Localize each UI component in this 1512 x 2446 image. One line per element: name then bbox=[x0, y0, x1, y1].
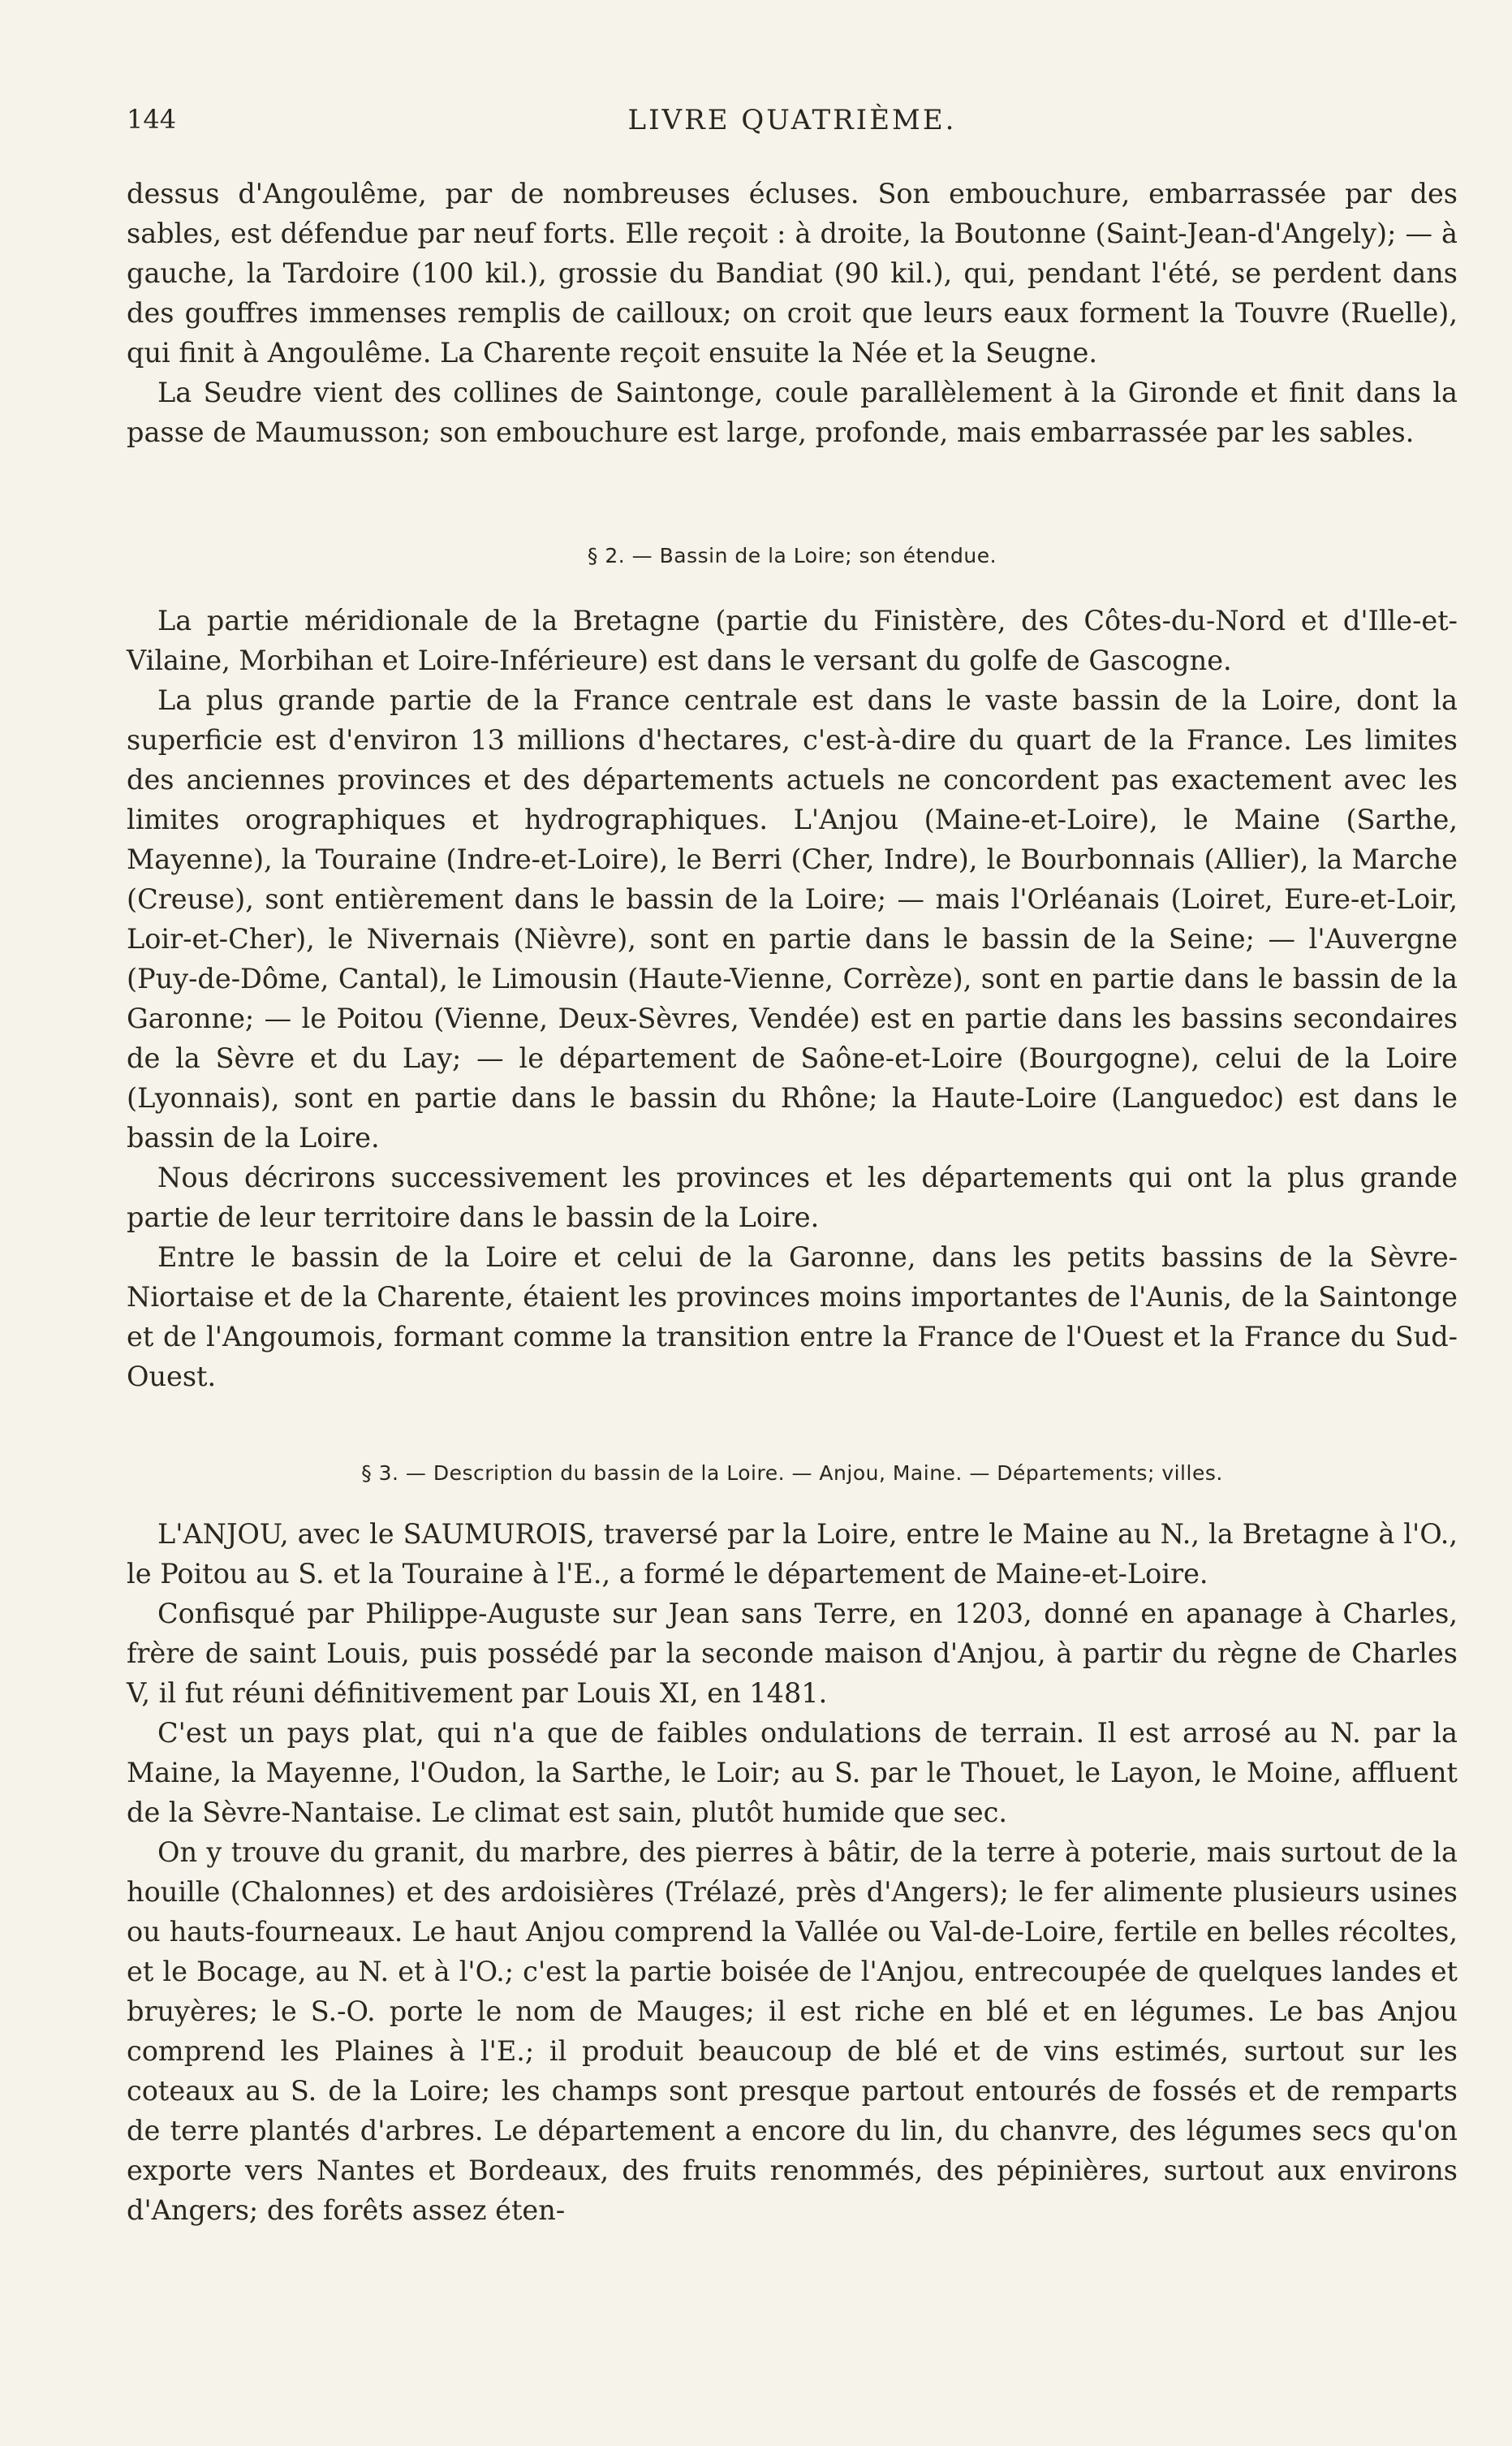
text-paragraph: Nous décrirons successivement les provinces et les départements qui ont la plus grande partie de leur territoire dans le bassin de la Loire. bbox=[127, 1162, 1458, 1233]
body-text-continuation bbox=[127, 174, 1458, 452]
text-paragraph: On y trouve du granit, du marbre, des pierres à bâtir, de la terre à poterie, mais surtout de la houille (Chalonnes) et des ardoisières (Trélazé, près d'Angers); le fer alimente plusieurs usines ou hauts-fourneaux. Le haut Anjou comprend la Vallée ou Val-de-Loire, fertile en belles récoltes, et le Bocage, au N. et à l'O.; c'est la partie boisée de l'Anjou, entrecoupée de quelques landes et bruyères; le S.-O. porte le nom de Mauges; il est riche en blé et en légumes. Le bas Anjou comprend les Plaines à l'E.; il produit beaucoup de blé et de vins estimés, surtout sur les coteaux au S. de la Loire; les champs sont presque partout entourés de fossés et de remparts de terre plantés d'arbres. Le département a encore du lin, du chanvre, des légumes secs qu'on exporte vers Nantes et Bordeaux, des fruits renommés, des pépinières, surtout aux environs d'Angers; des forêts assez éten- bbox=[127, 1836, 1458, 2226]
text-paragraph: dessus d'Angoulême, par de nombreuses écluses. Son embouchure, embarrassée par des sables, est défendue par neuf forts. Elle reçoit : à droite, la Boutonne (Saint-Jean-d'Angely); — à gauche, la Tardoire (100 kil.), grossie du Bandiat (90 kil.), qui, pendant l'été, se perdent dans des gouffres immenses remplis de cailloux; on croit que leurs eaux forment la Touvre (Ruelle), qui finit à Angoulême. La Charente reçoit ensuite la Née et la Seugne. bbox=[127, 178, 1458, 369]
section-2-text bbox=[127, 601, 1458, 1396]
text-paragraph: L'ANJOU, avec le SAUMUROIS, traversé par la Loire, entre le Maine au N., la Bretagne à l'O., le Poitou au S. et la Touraine à l'E., a formé le département de Maine-et-Loire. bbox=[127, 1518, 1458, 1590]
text-paragraph: La partie méridionale de la Bretagne (partie du Finistère, des Côtes-du-Nord et d'Ille-et-Vilaine, Morbihan et Loire-Inférieure) est dans le versant du golfe de Gascogne. bbox=[127, 605, 1458, 676]
section-3-text bbox=[127, 1514, 1458, 2230]
text-paragraph: Confisqué par Philippe-Auguste sur Jean sans Terre, en 1203, donné en apanage à Charles, frère de saint Louis, puis possédé par la seconde maison d'Anjou, à partir du règne de Charles V, il fut réuni définitivement par Louis XI, en 1481. bbox=[127, 1598, 1458, 1709]
text-paragraph: C'est un pays plat, qui n'a que de faibles ondulations de terrain. Il est arrosé au N. par la Maine, la Mayenne, l'Oudon, la Sarthe, le Loir; au S. par le Thouet, le Layon, le Moine, affluent de la Sèvre-Nantaise. Le climat est sain, plutôt humide que sec. bbox=[127, 1717, 1458, 1828]
text-paragraph: La plus grande partie de la France centrale est dans le vaste bassin de la Loire, dont la superficie est d'environ 13 millions d'hectares, c'est-à-dire du quart de la France. Les limites des anciennes provinces et des départements actuels ne concordent pas exactement avec les limites orographiques et hydrographiques. L'Anjou (Maine-et-Loire), le Maine (Sarthe, Mayenne), la Touraine (Indre-et-Loire), le Berri (Cher, Indre), le Bourbonnais (Allier), la Marche (Creuse), sont entièrement dans le bassin de la Loire; — mais l'Orléanais (Loiret, Eure-et-Loir, Loir-et-Cher), le Nivernais (Nièvre), sont en partie dans le bassin de la Seine; — l'Auvergne (Puy-de-Dôme, Cantal), le Limousin (Haute-Vienne, Corrèze), sont en partie dans le bassin de la Garonne; — le Poitou (Vienne, Deux-Sèvres, Vendée) est en partie dans les bassins secondaires de la Sèvre et du Lay; — le département de Saône-et-Loire (Bourgogne), celui de la Loire (Lyonnais), sont en partie dans le bassin du Rhône; la Haute-Loire (Languedoc) est dans le bassin de la Loire. bbox=[127, 684, 1458, 1154]
page-header bbox=[127, 104, 1458, 153]
text-paragraph: La Seudre vient des collines de Saintonge, coule parallèlement à la Gironde et finit dans la passe de Maumusson; son embouchure est large, profonde, mais embarrassée par les sables. bbox=[127, 377, 1458, 448]
section-2 bbox=[127, 536, 1458, 576]
page-number: 144 bbox=[127, 104, 177, 135]
section-heading: § 3. — Description du bassin de la Loire. — Anjou, Maine. — Départements; villes. bbox=[361, 1461, 1223, 1485]
running-title: LIVRE QUATRIÈME. bbox=[627, 104, 957, 136]
section-3 bbox=[127, 1453, 1458, 1493]
section-heading: § 2. — Bassin de la Loire; son étendue. bbox=[587, 544, 997, 567]
text-paragraph: Entre le bassin de la Loire et celui de la Garonne, dans les petits bassins de la Sèvre-Niortaise et de la Charente, étaient les provinces moins importantes de l'Aunis, de la Saintonge et de l'Angoumois, formant comme la transition entre la France de l'Ouest et la France du Sud-Ouest. bbox=[127, 1241, 1458, 1392]
